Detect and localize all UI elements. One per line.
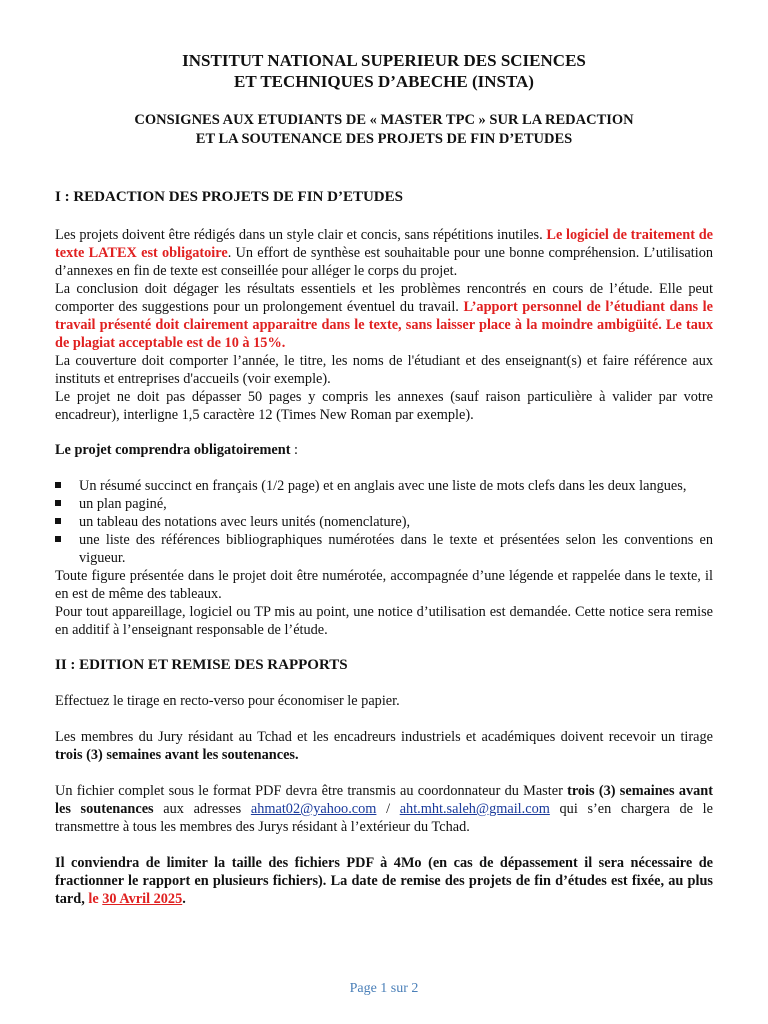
deadline-bold: trois (3) semaines avant les soutenances [55,783,713,817]
section2-paragraph3 [55,782,713,836]
document-page [55,50,713,908]
list-item [55,531,713,567]
document-subtitle-line1: CONSIGNES AUX ETUDIANTS DE « MASTER TPC » SUR LA REDACTION [134,112,634,128]
bullet-square-icon [55,500,61,506]
list-item-text: un tableau des notations avec leurs unités (nomenclature), [79,514,411,530]
section1-paragraph6: Pour tout appareillage, logiciel ou TP mis au point, une notice d’utilisation est demandée. Cette notice sera remise en additif à l’enseignant responsable de l’étude. [55,604,713,638]
text-span: . [182,891,186,907]
list-intro [55,441,713,459]
text-span: aux adresses [153,801,251,817]
list-item [55,477,713,495]
text-span: . Un effort de synthèse est souhaitable pour une bonne compréhension. L’utilisation d’annexes en fin de texte est conseillée pour alléger le corps du projet. [55,245,714,279]
latex-requirement-highlight: Le logiciel de traitement de texte LATEX est obligatoire [55,227,713,261]
separator: / [376,801,400,817]
document-header [55,50,713,149]
list-item-text: une liste des références bibliographiques numérotées dans le texte et présentées selon les conventions en vigueur. [79,532,713,566]
bullet-square-icon [55,518,61,524]
email-link-1[interactable]: ahmat02@yahoo.com [250,801,377,817]
deadline-bold: trois (3) semaines avant les soutenances. [55,747,299,763]
list-intro-bold: Le projet comprendra obligatoirement [55,442,291,458]
institute-name-line2: ET TECHNIQUES D’ABECHE (INSTA) [234,72,534,91]
text-span: Les membres du Jury résidant au Tchad et les encadreurs industriels et académiques doivent recevoir un tirage [55,729,713,745]
list-item-text: un plan paginé, [79,496,167,512]
section1-paragraph4: Le projet ne doit pas dépasser 50 pages y compris les annexes (sauf raison particulière à valider par votre encadreur), interligne 1,5 caractère 12 (Times New Roman par exemple). [55,389,713,423]
file-size-notice: Il conviendra de limiter la taille des fichiers PDF à 4Mo (en cas de dépassement il sera nécessaire de fractionner le rapport en plusieurs fichiers). La date de remise des projets de fin d’études est fixée, au plus tard, [55,855,713,907]
section2-paragraph2 [55,728,713,764]
text-span: La conclusion doit dégager les résultats essentiels et les problèmes rencontrés en cours de l’étude. Elle peut comporter des suggestions pour un prolongement éventuel du travail. [55,281,713,315]
list-item [55,495,713,513]
text-span: : [290,442,299,458]
section1-heading: I : REDACTION DES PROJETS DE FIN D’ETUDES [55,189,403,205]
section2-paragraph4 [55,854,713,908]
section2-paragraph1: Effectuez le tirage en recto-verso pour économiser le papier. [55,693,400,709]
section1-paragraph2 [55,280,713,352]
text-span: le [88,891,103,907]
plagiarism-highlight: L’apport personnel de l’étudiant dans le travail présenté doit clairement apparaitre dans le texte, sans laisser place à la moindre ambigüité. Le taux de plagiat acceptable est de 10 à 15%. [55,299,713,351]
section2-heading: II : EDITION ET REMISE DES RAPPORTS [55,657,348,673]
section1-paragraph3: La couverture doit comporter l’année, le titre, les noms de l'étudiant et des enseignant(s) et faire référence aux instituts et entreprises d'accueils (voir exemple). [55,353,713,387]
page-number: Page 1 sur 2 [349,981,419,996]
text-span: Les projets doivent être rédigés dans un style clair et concis, sans répétitions inutiles. [55,227,547,243]
submission-date: 30 Avril 2025 [102,891,183,907]
section1-paragraph1 [55,226,713,280]
text-span: Un fichier complet sous le format PDF devra être transmis au coordonnateur du Master [55,783,568,799]
email-link-2[interactable]: aht.mht.saleh@gmail.com [399,801,550,817]
text-span: qui s’en chargera de le transmettre à tous les membres des Jurys résidant à l’extérieur du Tchad. [55,801,713,835]
section1-paragraph5: Toute figure présentée dans le projet doit être numérotée, accompagnée d’une légende et rappelée dans le texte, il en est de même des tableaux. [55,568,713,602]
requirements-list [55,477,713,567]
bullet-square-icon [55,536,61,542]
bullet-square-icon [55,482,61,488]
list-item [55,513,713,531]
document-subtitle-line2: ET LA SOUTENANCE DES PROJETS DE FIN D’ETUDES [195,131,573,147]
list-item-text: Un résumé succinct en français (1/2 page) et en anglais avec une liste de mots clefs dans les deux langues, [79,478,687,494]
institute-name-line1: INSTITUT NATIONAL SUPERIEUR DES SCIENCES [182,51,586,70]
